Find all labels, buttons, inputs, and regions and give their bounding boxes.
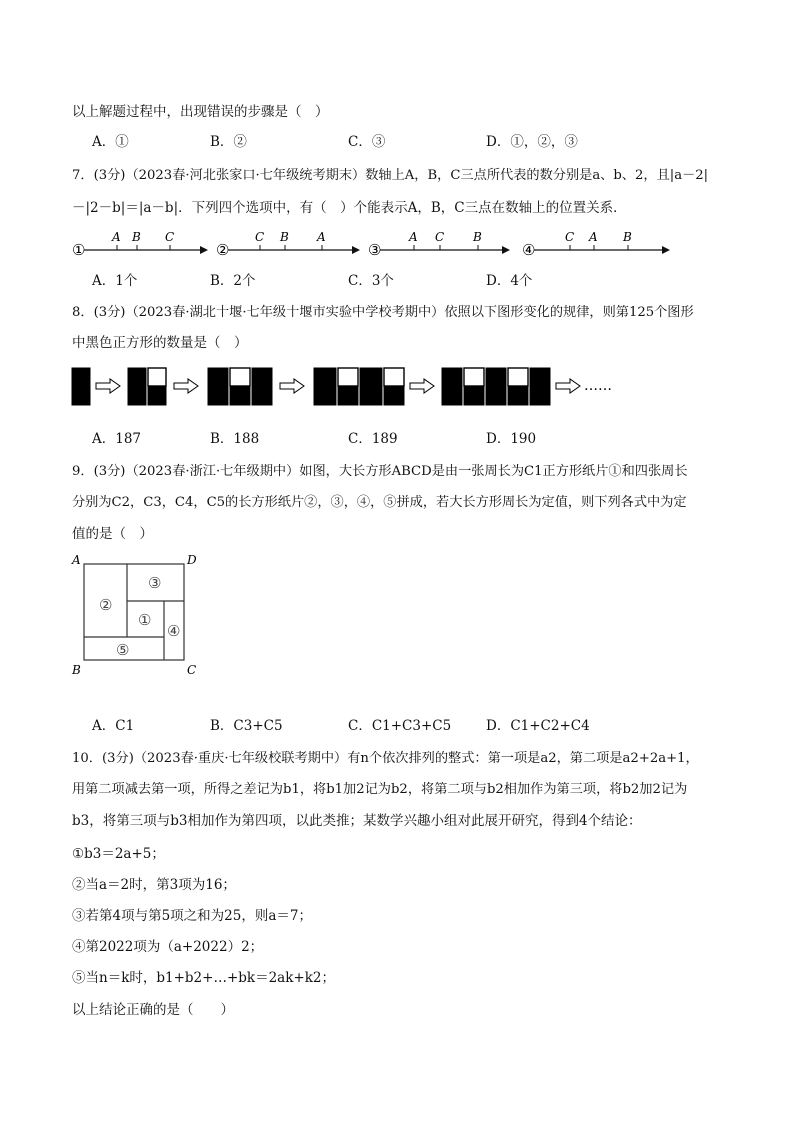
q7-option-b[interactable]: B．2个 (210, 273, 256, 289)
axis-1-point: B (132, 230, 141, 244)
q8-option-b[interactable]: B．188 (210, 431, 260, 447)
hollow-arrow-3 (280, 379, 304, 393)
q9-stem-line3: 值的是（ ） (72, 526, 153, 542)
pattern-2 (128, 368, 166, 405)
axis-2-point: A (317, 230, 326, 244)
hollow-arrow-4 (410, 379, 434, 393)
q9-option-c[interactable]: C．C1+C3+C5 (348, 718, 452, 734)
q6-question-tail: 以上解题过程中，出现错误的步骤是（ ） (72, 104, 329, 120)
corner-c: C (187, 663, 197, 677)
q9-option-a[interactable]: A．C1 (92, 718, 135, 734)
axis-1-point: A (112, 230, 121, 244)
axis-4-point: C (565, 230, 575, 244)
q7-option-d[interactable]: D．4个 (486, 273, 533, 289)
q9-rectangle-figure (66, 548, 206, 678)
q10-conclusion-2: ②当a＝2时，第3项为16； (72, 877, 236, 893)
q10-conclusion-4: ④第2022项为（a+2022）2； (72, 939, 264, 955)
q10-stem-line3: b3，将第三项与b3相加作为第四项，以此类推；某数学兴趣小组对此展开研究，得到4个结论： (72, 813, 642, 829)
piece-1: ① (138, 611, 152, 629)
q9-option-d[interactable]: D．C1+C2+C4 (486, 718, 590, 734)
axis-3-point: B (473, 230, 482, 244)
q9-stem-line2: 分别为C2，C3，C4，C5的长方形纸片②，③，④，⑤拼成，若大长方形周长为定值，则下列各式中为定 (72, 495, 687, 510)
pattern-ellipsis: …… (584, 378, 612, 394)
q9-stem-line1: 9．(3分)（2023春·浙江·七年级期中）如图，大长方形ABCD是由一张周长为C1正方形纸片①和四张周长 (72, 464, 688, 479)
q10-conclusion-3: ③若第4项与第5项之和为25，则a＝7； (72, 908, 312, 924)
pattern-3 (208, 368, 272, 405)
q6-option-c[interactable]: C．③ (348, 134, 386, 150)
pattern-1 (72, 368, 90, 405)
q7-stem-line1: 7．(3分)（2023春·河北张家口·七年级统考期末）数轴上A，B，C三点所代表的数分别是a、b、2，且|a－2| (72, 168, 709, 183)
piece-4: ④ (167, 622, 181, 640)
pattern-5 (442, 368, 550, 405)
axis-1-label: ① (72, 241, 86, 259)
axis-3-point: C (435, 230, 445, 244)
q6-option-d[interactable]: D．①，②，③ (486, 134, 578, 150)
q6-option-b[interactable]: B．② (210, 134, 247, 150)
hollow-arrow-1 (96, 379, 120, 393)
q7-option-c[interactable]: C．3个 (348, 273, 394, 289)
q8-stem-line2: 中黑色正方形的数量是（ ） (72, 335, 248, 351)
hollow-arrow-2 (174, 379, 198, 393)
piece-3: ③ (148, 574, 162, 592)
q10-conclusion-5: ⑤当n＝k时，b1+b2+…+bk＝2ak+k2； (72, 970, 335, 986)
piece-2: ② (99, 596, 113, 614)
q8-option-c[interactable]: C．189 (348, 431, 398, 447)
q7-option-a[interactable]: A．1个 (92, 273, 138, 289)
axis-4-point: B (623, 230, 632, 244)
pattern-4 (314, 368, 404, 405)
hollow-arrow-5 (556, 379, 580, 393)
corner-b: B (72, 663, 81, 677)
q8-option-d[interactable]: D．190 (486, 431, 537, 447)
q10-stem-line1: 10．(3分)（2023春·重庆·七年级校联考期中）有n个依次排列的整式：第一项是a2，第二项是a2+2a+1， (72, 751, 699, 766)
number-axis-1 (72, 230, 208, 259)
q6-option-a[interactable]: A．① (92, 134, 129, 150)
q8-stem-line1: 8．(3分)（2023春·湖北十堰·七年级十堰市实验中学校考期中）依照以下图形变化的规律，则第125个图形 (72, 305, 694, 320)
q7-stem-line2: －|2－b|＝|a－b|．下列四个选项中，有（ ）个能表示A，B，C三点在数轴上的位置关系． (72, 200, 627, 216)
axis-4-point: A (589, 230, 598, 244)
axis-3-point: A (409, 230, 418, 244)
axis-2-label: ② (216, 241, 230, 259)
q9-option-b[interactable]: B．C3+C5 (210, 718, 283, 734)
axis-1-point: C (165, 230, 175, 244)
axis-4-label: ④ (522, 241, 536, 259)
q10-stem-line2: 用第二项减去第一项，所得之差记为b1，将b1加2记为b2，将第二项与b2相加作为第三项，将b2加2记为 (72, 782, 688, 797)
number-axis-3 (368, 230, 510, 259)
number-axis-2 (216, 230, 360, 259)
q8-option-a[interactable]: A．187 (92, 431, 142, 447)
corner-a: A (72, 553, 81, 567)
number-axis-4 (522, 230, 670, 259)
axis-2-point: C (255, 230, 265, 244)
q10-conclusion-1: ①b3＝2a+5； (72, 846, 165, 862)
piece-5: ⑤ (116, 641, 130, 659)
axis-2-point: B (280, 230, 289, 244)
q8-square-pattern-figure (70, 366, 630, 410)
axis-3-label: ③ (368, 241, 382, 259)
q10-question-tail: 以上结论正确的是（ ） (72, 1002, 234, 1018)
corner-d: D (187, 553, 197, 567)
q7-number-axes-figure (70, 225, 680, 263)
